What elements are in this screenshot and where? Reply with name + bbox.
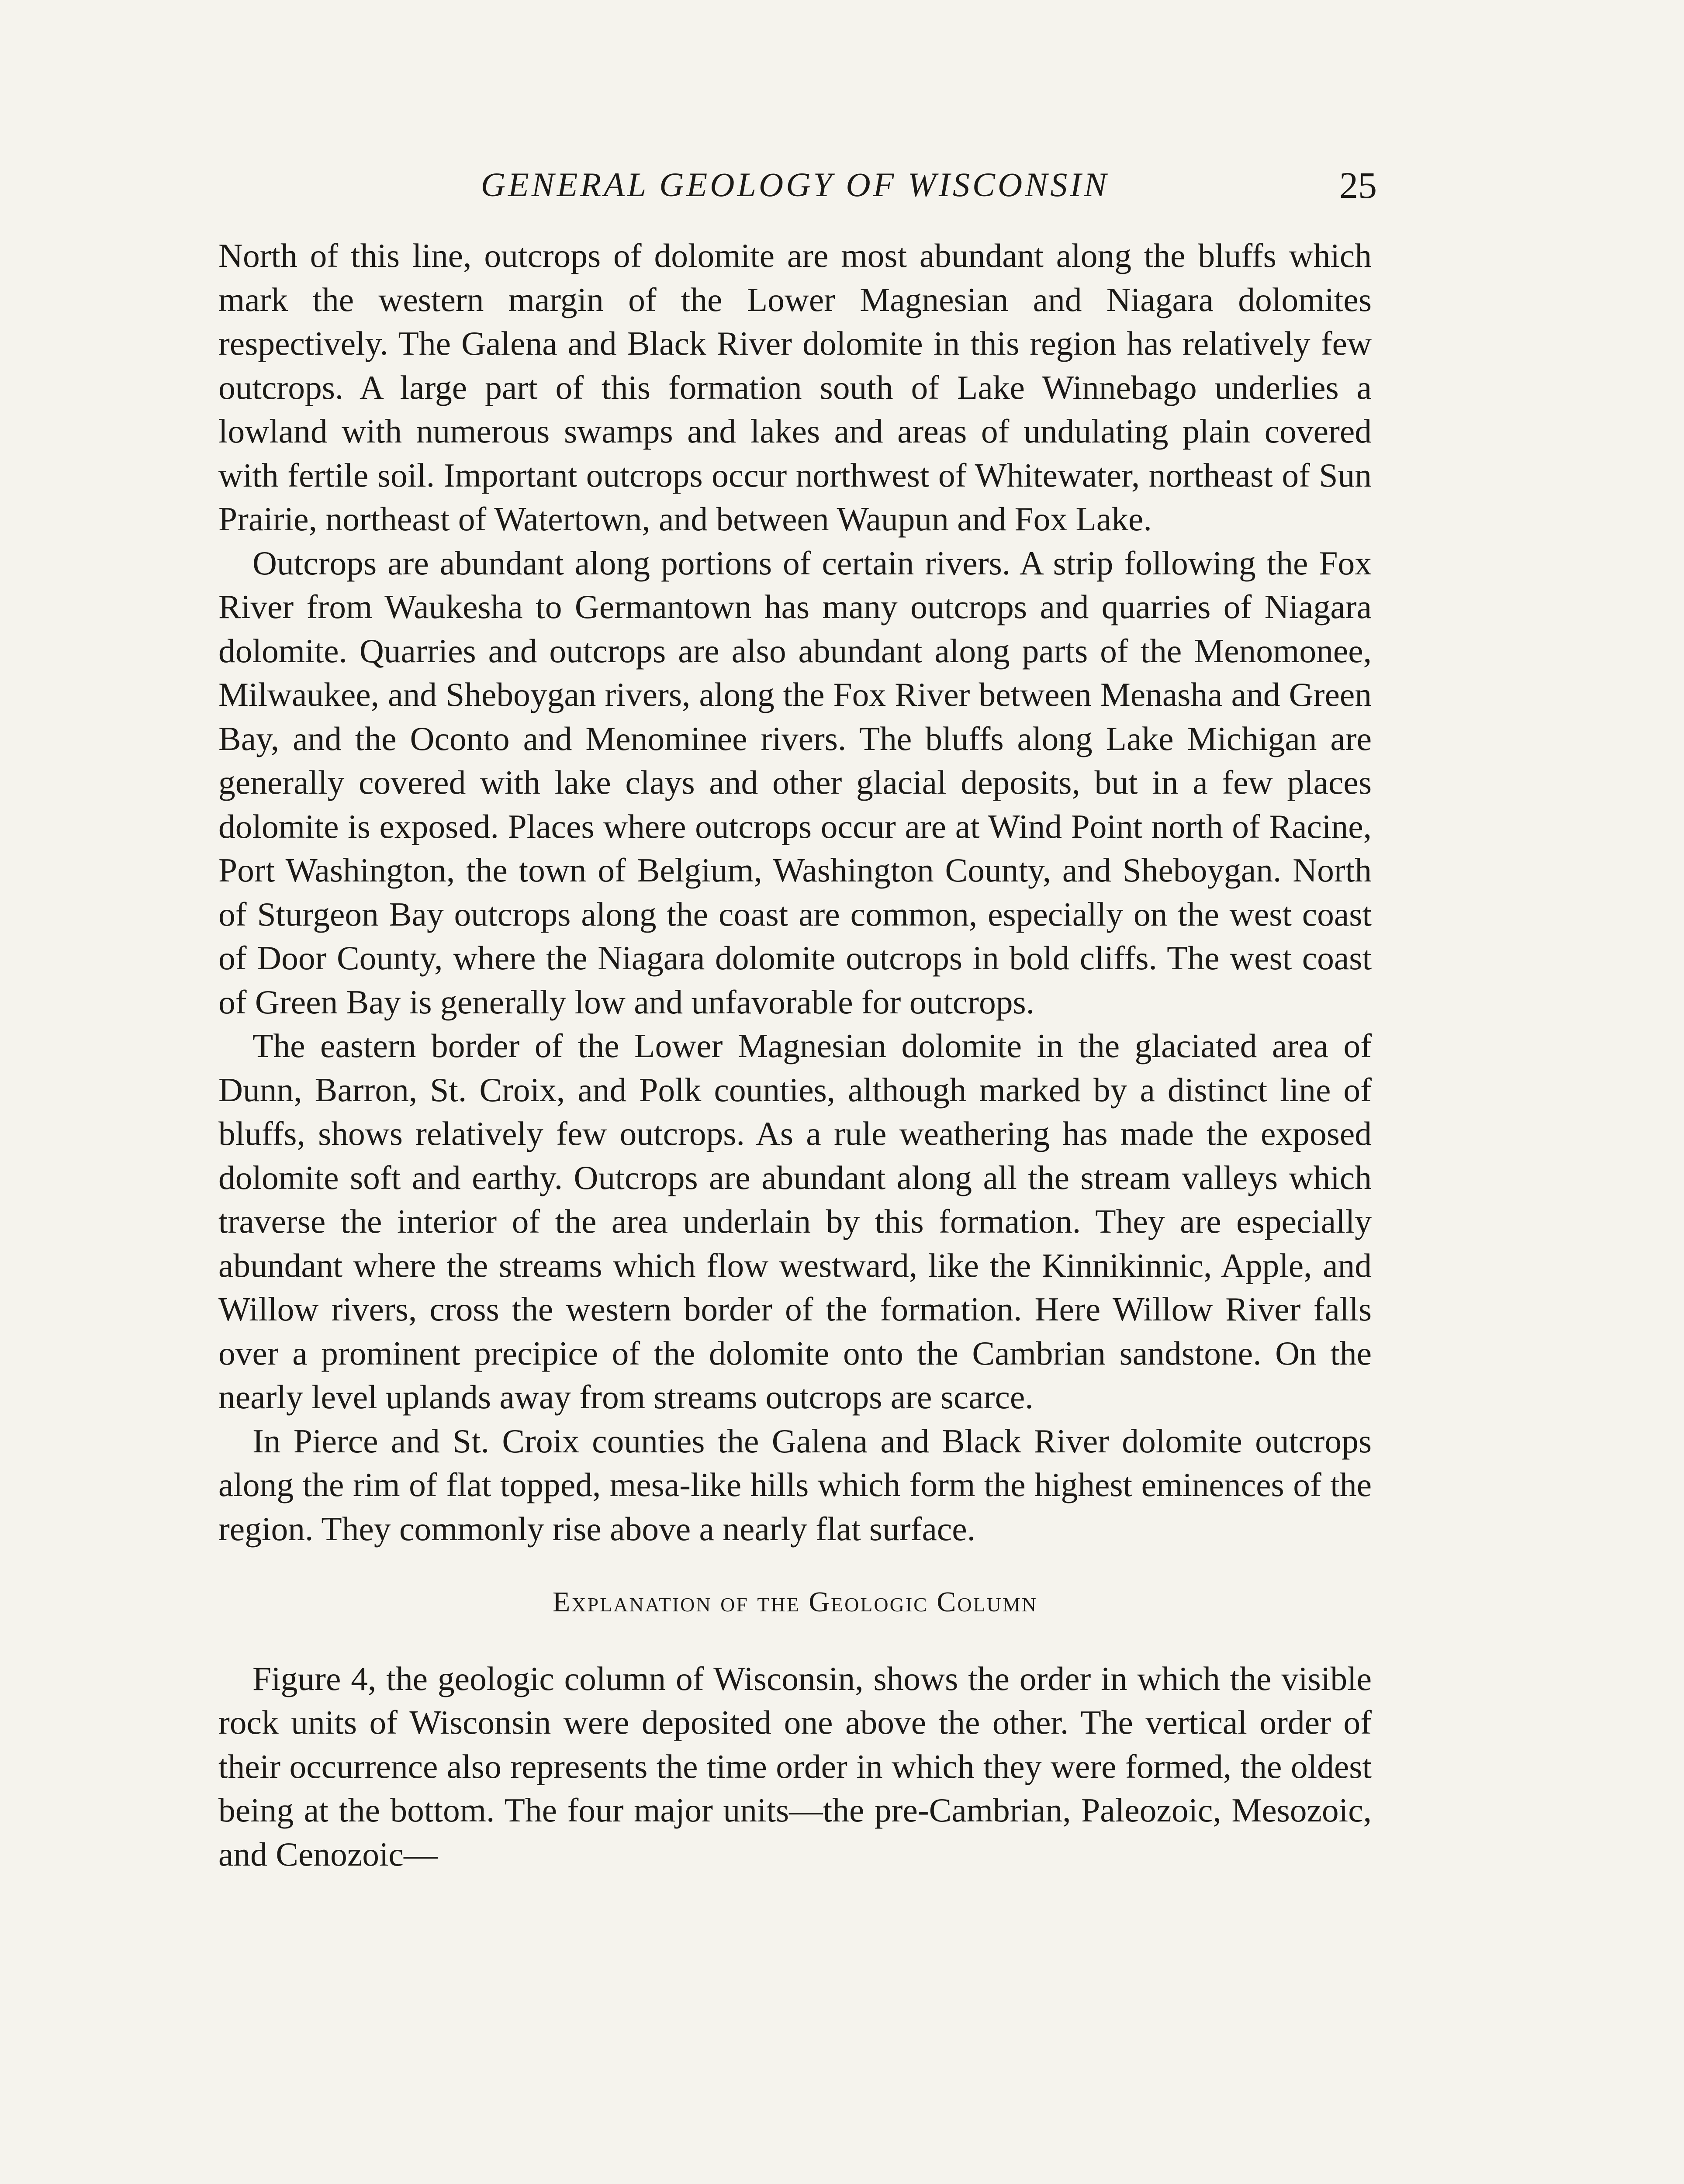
page-number: 25 [1339, 164, 1377, 206]
paragraph-lower-magnesian-border: The eastern border of the Lower Magnesian dolomite in the glaciated area of Dunn, Barron, St. Croix, and Polk counties, although marked by a distinct line of bluffs, shows relatively few outcrops. As a rule weathering has made the exposed dolomite soft and earthy. Outcrops are abundant along all the stream valleys which traverse the interior of the area underlain by this formation. They are especially abundant where the streams which flow westward, like the Kinnikinnic, Apple, and Willow rivers, cross the western border of the formation. Here Willow River falls over a prominent precipice of the dolomite onto the Cambrian sandstone. On the nearly level uplands away from streams outcrops are scarce. [218, 1027, 1372, 1416]
section-heading: Explanation of the Geologic Column [552, 1586, 1038, 1618]
body-text [218, 234, 1372, 1876]
running-header [214, 153, 1376, 214]
running-header-title: GENERAL GEOLOGY OF WISCONSIN [481, 166, 1110, 204]
paragraph-dolomite-outcrops: North of this line, outcrops of dolomite are most abundant along the bluffs which mark the western margin of the Lower Magnesian and Niagara dolomites respectively. The Galena and Black River dolomite in this region has relatively few outcrops. A large part of this formation south of Lake Winnebago underlies a lowland with numerous swamps and lakes and areas of undulating plain covered with fertile soil. Important outcrops occur northwest of Whitewater, northeast of Sun Prairie, northeast of Watertown, and between Waupun and Fox Lake. [218, 237, 1372, 538]
paragraph-river-outcrops: Outcrops are abundant along portions of certain rivers. A strip following the Fox River from Waukesha to Germantown has many outcrops and quarries of Niagara dolomite. Quarries and outcrops are also abundant along parts of the Menomonee, Milwaukee, and Sheboygan rivers, along the Fox River between Menasha and Green Bay, and the Oconto and Menominee rivers. The bluffs along Lake Michigan are generally covered with lake clays and other glacial deposits, but in a few places dolomite is exposed. Places where outcrops occur are at Wind Point north of Racine, Port Washington, the town of Belgium, Washington County, and Sheboygan. North of Sturgeon Bay outcrops along the coast are common, especially on the west coast of Door County, where the Niagara dolomite outcrops in bold cliffs. The west coast of Green Bay is generally low and unfavorable for outcrops. [218, 544, 1372, 1021]
paragraph-pierce-st-croix: In Pierce and St. Croix counties the Galena and Black River dolomite outcrops along the rim of flat topped, mesa-like hills which form the highest eminences of the region. They commonly rise above a nearly flat surface. [218, 1422, 1372, 1548]
paragraph-geologic-column: Figure 4, the geologic column of Wisconsin, shows the order in which the visible rock units of Wisconsin were deposited one above the other. The vertical order of their occurrence also represents the time order in which they were formed, the oldest being at the bottom. The four major units—the pre-Cambrian, Paleozoic, Mesozoic, and Cenozoic— [218, 1659, 1372, 1873]
